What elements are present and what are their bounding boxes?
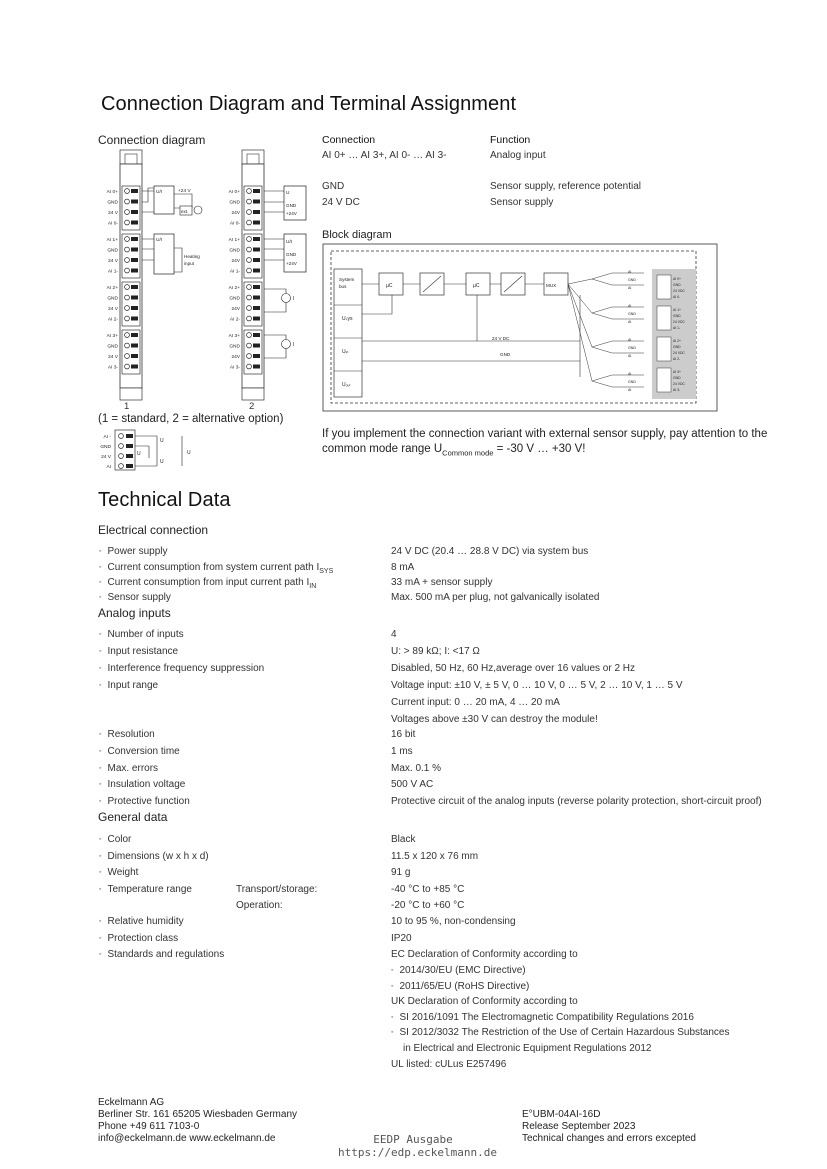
note-line-2 — [322, 442, 767, 460]
terminal-screw — [247, 364, 252, 369]
terminal-clamp — [131, 344, 138, 348]
connector-term: AI 0+ — [673, 277, 682, 281]
terminal-screw — [125, 343, 130, 348]
footer-watermark — [338, 1133, 497, 1159]
terminal-clamp — [253, 365, 260, 369]
spec-label — [99, 562, 333, 575]
terminal-label: AI 0+ — [106, 190, 118, 195]
spec-label-text: Number of inputs — [107, 629, 184, 640]
spec-label — [99, 629, 184, 640]
technical-data-title: Technical Data — [98, 489, 231, 511]
terminal-screw — [247, 258, 252, 263]
channel-gnd: GND — [628, 346, 636, 350]
func-row-3: Sensor supply — [490, 197, 554, 208]
footer-phone: Phone +49 611 7103-0 — [98, 1121, 200, 1132]
bus-port-label: Uₛys — [342, 316, 353, 322]
alt-gnd-label: GND — [286, 203, 297, 208]
terminal-label: AI 1- — [107, 269, 118, 275]
wire-heat — [174, 248, 182, 272]
terminal-screw — [247, 237, 252, 242]
terminal-label: AI 3- — [107, 365, 118, 371]
spec-label-text: Dimensions (w x h x d) — [107, 851, 209, 862]
bus-port-label: Uₒᵤₜ — [342, 382, 351, 388]
spec-label — [99, 796, 190, 807]
terminal-screw — [247, 354, 252, 359]
ui-label: U/I — [156, 190, 163, 195]
heating-label-1: Heating — [184, 254, 200, 259]
terminal-screw — [125, 258, 130, 263]
spec-label-text: Resolution — [107, 729, 155, 740]
connector-term: GND — [673, 376, 681, 380]
terminal-label: AI 1+ — [228, 238, 240, 243]
watermark-line-2[interactable]: https://edp.eckelmann.de — [338, 1146, 497, 1159]
bus-port-label: Uᵢₙ — [342, 349, 349, 355]
terminal-label: AI 0- — [229, 221, 240, 227]
standard-line: UL listed: cULus E257496 — [391, 1058, 507, 1070]
terminal-label: 24V — [231, 307, 240, 312]
terminal-label: AI 3- — [229, 365, 240, 371]
terminal-clamp — [131, 296, 138, 300]
section-heading: General data — [98, 810, 168, 824]
footer-disclaimer: Technical changes and errors excepted — [522, 1133, 696, 1144]
terminal-clamp — [253, 248, 260, 252]
note-suffix: = -30 V … +30 V! — [493, 443, 586, 455]
connector-term: 24 VDC — [673, 382, 685, 386]
connector-term: 24 VDC — [673, 320, 685, 324]
connector-term: AI 0- — [673, 295, 681, 299]
alt-24-label-2: +24V — [286, 261, 297, 266]
standard-line: ▪ SI 2016/1091 The Electromagnetic Compatibility Regulations 2016 — [391, 1012, 694, 1023]
wire-0 — [142, 188, 154, 212]
diagram-caption: (1 = standard, 2 = alternative option) — [98, 413, 284, 425]
channel-label-b: AI — [628, 320, 632, 324]
terminal-screw — [125, 199, 130, 204]
module-bottom-latch — [242, 388, 264, 400]
alt-24-label: +24V — [286, 211, 297, 216]
spec-label-text: Input range — [107, 680, 159, 691]
terminal-clamp — [131, 333, 138, 337]
current-source-0 — [282, 294, 291, 303]
ucm-clamp — [126, 434, 133, 438]
spec-value: 91 g — [391, 867, 411, 878]
connector-term: 24 VDC — [673, 289, 685, 293]
alt-wire-1 — [264, 239, 284, 260]
terminal-clamp — [131, 200, 138, 204]
spec-label-text: Conversion time — [107, 746, 180, 757]
standard-line: UK Declaration of Conformity according to — [391, 996, 578, 1008]
spec-label — [99, 592, 171, 603]
terminal-label: 24 V — [108, 355, 118, 360]
terminal-screw — [125, 333, 130, 338]
spec-value: Voltage input: ±10 V, ± 5 V, 0 … 10 V, 0 … 5 V, 2 … 10 V, 1 … 5 V — [391, 680, 683, 691]
footer-email-web: info@eckelmann.de www.eckelmann.de — [98, 1133, 276, 1144]
terminal-clamp — [253, 269, 260, 273]
terminal-clamp — [253, 296, 260, 300]
connector-0 — [657, 275, 671, 299]
terminal-screw — [125, 285, 130, 290]
module-alternative — [229, 150, 264, 400]
ucm-label-4: U — [187, 450, 191, 456]
spec-value: 500 V AC — [391, 779, 434, 790]
current-source-1 — [282, 340, 291, 349]
gnd-label: GND — [500, 352, 511, 357]
terminal-screw — [247, 210, 252, 215]
spec-label — [99, 577, 316, 590]
terminal-screw — [125, 295, 130, 300]
ucm-screw — [119, 454, 124, 459]
terminal-label: 24 V — [108, 307, 118, 312]
terminal-clamp — [131, 258, 138, 262]
terminal-screw — [247, 285, 252, 290]
connector-term: GND — [673, 345, 681, 349]
terminal-label: AI 1+ — [106, 238, 118, 243]
spec-value: Black — [391, 834, 416, 845]
spec-label-text: Color — [107, 834, 132, 845]
terminal-clamp — [253, 344, 260, 348]
wire-1 — [142, 239, 154, 260]
terminal-label: GND — [107, 248, 118, 254]
ucm-screw — [119, 464, 124, 469]
connection-diagram-figure — [96, 148, 311, 413]
channel-label-b: AI — [628, 388, 632, 392]
common-mode-note — [322, 427, 767, 460]
terminal-label: GND — [229, 200, 240, 206]
terminal-clamp — [131, 354, 138, 358]
spec-value: 1 ms — [391, 746, 413, 757]
footer-right — [522, 1109, 696, 1145]
spec-label — [99, 779, 185, 790]
ucm-screw — [119, 434, 124, 439]
spec-value: Max. 0.1 % — [391, 763, 442, 774]
spec-value: U: > 89 kΩ; I: <17 Ω — [391, 646, 480, 657]
standard-line: ▪ SI 2012/3032 The Restriction of the Use of Certain Hazardous Substances — [391, 1027, 730, 1038]
terminal-screw — [125, 189, 130, 194]
spec-value: 11.5 x 120 x 76 mm — [391, 851, 479, 862]
spec-label-text: Relative humidity — [107, 916, 184, 927]
function-col-header: Function — [490, 134, 531, 146]
connector-term: AI 3- — [673, 388, 681, 392]
terminal-screw — [247, 333, 252, 338]
terminal-label: 24 V — [108, 259, 118, 264]
connection-wires — [142, 186, 306, 358]
terminal-screw — [247, 199, 252, 204]
connector-2 — [657, 337, 671, 361]
spec-value: Max. 500 mA per plug, not galvanically isolated — [391, 592, 600, 603]
block-mux: MUX — [546, 283, 557, 288]
module-bottom-latch — [120, 388, 142, 400]
connector-term: AI 2+ — [673, 339, 682, 343]
terminal-clamp — [253, 189, 260, 193]
terminal-label: AI 2+ — [106, 286, 118, 291]
common-mode-schematic — [100, 430, 191, 470]
spec-label-text: Max. errors — [107, 763, 159, 774]
heating-label-2: input — [184, 261, 194, 266]
spec-label — [99, 916, 184, 927]
spec-value: 24 V DC (20.4 … 28.8 V DC) via system bus — [391, 546, 589, 557]
terminal-label: AI 3+ — [106, 334, 118, 339]
spec-value: Disabled, 50 Hz, 60 Hz,average over 16 values or 2 Hz — [391, 663, 636, 674]
alt-wire-0 — [264, 191, 284, 212]
spec-label — [99, 851, 209, 862]
spec-label — [99, 680, 158, 691]
terminal-clamp — [131, 210, 138, 214]
channel-label: AI — [628, 304, 632, 308]
func-row-2: Sensor supply, reference potential — [490, 181, 642, 192]
ui-label: U/I — [156, 238, 163, 243]
terminal-screw — [247, 268, 252, 273]
terminal-screw — [247, 295, 252, 300]
spec-label-text: Protective function — [107, 796, 190, 807]
spec-value: Protective circuit of the analog inputs (reverse polarity protection, short-circuit proof) — [391, 796, 762, 807]
standard-line: ▪ 2014/30/EU (EMC Directive) — [391, 965, 526, 976]
terminal-clamp — [253, 210, 260, 214]
ucm-clamp — [126, 444, 133, 448]
terminal-screw — [247, 316, 252, 321]
connector-term: GND — [673, 314, 681, 318]
alt-gnd-label-2: GND — [286, 252, 297, 257]
block-diagram-content — [323, 244, 717, 411]
section-heading: Electrical connection — [98, 523, 209, 537]
connector-3 — [657, 368, 671, 392]
terminal-label: AI 2- — [229, 317, 240, 323]
spec-label-text: Insulation voltage — [107, 779, 186, 790]
col1-label: 1 — [124, 401, 130, 412]
ucm-term-label: 24 V — [101, 455, 111, 460]
spec-value-2: -20 °C to +60 °C — [391, 900, 465, 911]
standard-line: ▪ 2011/65/EU (RoHS Directive) — [391, 981, 529, 992]
alt-ui-label: U/I — [286, 240, 293, 245]
channel-gnd: GND — [628, 312, 636, 316]
spec-value: 4 — [391, 629, 397, 640]
terminal-clamp — [253, 317, 260, 321]
footer-release: Release September 2023 — [522, 1121, 636, 1132]
module-standard — [107, 150, 142, 400]
system-bus-label-2: bus — [339, 284, 347, 289]
terminal-clamp — [253, 354, 260, 358]
terminal-label: AI 3+ — [228, 334, 240, 339]
terminal-clamp — [131, 306, 138, 310]
spec-label-text: Temperature range — [107, 884, 192, 895]
spec-value: 16 bit — [391, 729, 416, 740]
terminal-screw — [125, 364, 130, 369]
block-diagram-figure — [322, 243, 718, 413]
system-bus-label-1: System — [339, 277, 355, 282]
spec-label-text: Current consumption from input current path I — [107, 577, 310, 588]
spec-label — [99, 663, 264, 674]
ucm-term-label: AI — [106, 465, 111, 470]
terminal-label: AI 2+ — [228, 286, 240, 291]
spec-label-text: Interference frequency suppression — [107, 663, 265, 674]
terminal-clamp — [131, 248, 138, 252]
ucm-label-3: U — [137, 451, 141, 457]
terminal-clamp — [253, 221, 260, 225]
spec-label — [99, 546, 168, 557]
note-prefix: common mode range U — [322, 443, 443, 455]
terminal-label: 24 V — [108, 211, 118, 216]
terminal-label: AI 0+ — [228, 190, 240, 195]
ucm-term-label: GND — [100, 445, 111, 450]
terminal-screw — [125, 306, 130, 311]
connector-1 — [657, 306, 671, 330]
spec-condition-2: Operation: — [236, 900, 283, 911]
terminal-label: GND — [107, 200, 118, 206]
terminal-label: GND — [229, 344, 240, 350]
terminal-label: GND — [229, 248, 240, 254]
func-row-1: Analog input — [490, 150, 546, 161]
ucm-label-2: U — [160, 459, 164, 465]
current-label: I — [293, 342, 295, 348]
spec-label — [99, 646, 178, 657]
terminal-label: 24V — [231, 211, 240, 216]
terminal-label: GND — [107, 296, 118, 302]
standard-line: in Electrical and Electronic Equipment Regulations 2012 — [403, 1043, 652, 1054]
terminal-label: GND — [107, 344, 118, 350]
module-top-latch-inner — [247, 154, 259, 164]
terminal-screw — [125, 247, 130, 252]
spec-condition: Transport/storage: — [236, 884, 318, 895]
connection-col-header: Connection — [322, 134, 376, 146]
terminal-label: AI 1- — [229, 269, 240, 275]
terminal-screw — [247, 306, 252, 311]
spec-value: 33 mA + sensor supply — [391, 577, 493, 588]
spec-label-text: Input resistance — [107, 646, 179, 657]
terminal-label: AI 0- — [107, 221, 118, 227]
spec-label-text: Standards and regulations — [107, 949, 225, 960]
common-mode-figure — [97, 428, 207, 473]
terminal-clamp — [253, 306, 260, 310]
ucm-label-1: U — [160, 438, 164, 444]
terminal-clamp — [253, 285, 260, 289]
connection-diagram-heading: Connection diagram — [98, 133, 206, 147]
terminal-clamp — [131, 221, 138, 225]
terminal-clamp — [131, 269, 138, 273]
spec-value: IP20 — [391, 933, 412, 944]
ext-source — [194, 206, 202, 214]
terminal-clamp — [131, 285, 138, 289]
ucm-term-label: AI - — [103, 435, 111, 440]
block-uc-2: µC — [473, 283, 480, 289]
footer-doc-id: E°UBM-04AI-16D — [522, 1109, 601, 1120]
spec-label-text: Sensor supply — [107, 592, 171, 603]
spec-label — [99, 933, 178, 944]
spec-label — [99, 884, 192, 895]
ucm-clamp — [126, 454, 133, 458]
spec-label — [99, 834, 131, 845]
spec-value: 10 to 95 %, non-condensing — [391, 916, 516, 927]
spec-label-sub: IN — [309, 583, 317, 590]
terminal-screw — [125, 354, 130, 359]
channel-label: AI — [628, 270, 632, 274]
terminal-label: AI 2- — [107, 317, 118, 323]
block-diagram-heading: Block diagram — [322, 229, 392, 241]
note-subscript: Common mode — [442, 448, 494, 458]
watermark-line-1: EEDP Ausgabe — [373, 1133, 453, 1146]
alt-u-label: U — [286, 191, 290, 196]
spec-label-text: Current consumption from system current path I — [107, 562, 320, 573]
spec-value: 8 mA — [391, 562, 415, 573]
terminal-screw — [125, 237, 130, 242]
connector-term: AI 3+ — [673, 370, 682, 374]
ucm-screw — [119, 444, 124, 449]
terminal-screw — [125, 316, 130, 321]
terminal-clamp — [131, 189, 138, 193]
terminal-screw — [247, 247, 252, 252]
spec-value-extra: Current input: 0 … 20 mA, 4 … 20 mA — [391, 697, 560, 708]
terminal-screw — [125, 220, 130, 225]
terminal-clamp — [253, 333, 260, 337]
channel-label: AI — [628, 372, 632, 376]
conn-row-3: 24 V DC — [322, 197, 360, 208]
terminal-label: 24V — [231, 355, 240, 360]
footer-left — [98, 1097, 297, 1145]
v24-label: 24 V DC — [492, 336, 510, 341]
terminal-clamp — [253, 200, 260, 204]
terminal-clamp — [131, 317, 138, 321]
note-line-1: If you implement the connection variant with external sensor supply, pay attention to the — [322, 428, 768, 440]
ucm-clamp — [126, 464, 133, 468]
channel-label-b: AI — [628, 286, 632, 290]
channel-label-b: AI — [628, 354, 632, 358]
channel-gnd: GND — [628, 380, 636, 384]
spec-label-sub: SYS — [319, 568, 334, 575]
terminal-clamp — [253, 258, 260, 262]
spec-label — [99, 867, 138, 878]
footer-address: Berliner Str. 161 65205 Wiesbaden Germany — [98, 1109, 297, 1120]
spec-label-text: Protection class — [107, 933, 179, 944]
terminal-screw — [247, 189, 252, 194]
terminal-clamp — [131, 365, 138, 369]
terminal-screw — [125, 210, 130, 215]
col2-label: 2 — [249, 401, 255, 412]
conn-row-2: GND — [322, 181, 345, 192]
spec-label — [99, 949, 224, 960]
terminal-screw — [247, 343, 252, 348]
spec-value: EC Declaration of Conformity according to — [391, 949, 578, 960]
spec-label-text: Power supply — [107, 546, 168, 557]
terminal-label: GND — [229, 296, 240, 302]
terminal-screw — [125, 268, 130, 273]
terminal-clamp — [253, 237, 260, 241]
terminal-label: 24V — [231, 259, 240, 264]
channel-gnd: GND — [628, 278, 636, 282]
spec-label-text: Weight — [107, 867, 139, 878]
connector-term: AI 2- — [673, 357, 681, 361]
spec-value: -40 °C to +85 °C — [391, 884, 465, 895]
channel-label: AI — [628, 338, 632, 342]
section-heading: Analog inputs — [98, 606, 171, 620]
conn-row-1: AI 0+ … AI 3+, AI 0- … AI 3- — [322, 150, 447, 161]
footer-company: Eckelmann AG — [98, 1097, 165, 1108]
spec-label — [99, 763, 158, 774]
module-top-latch-inner — [125, 154, 137, 164]
page-title: Connection Diagram and Terminal Assignment — [101, 93, 517, 115]
spec-value-extra: Voltages above ±30 V can destroy the module! — [391, 714, 598, 725]
spec-label — [99, 729, 155, 740]
terminal-screw — [247, 220, 252, 225]
connector-term: 24 VDC — [673, 351, 685, 355]
connector-term: AI 1+ — [673, 308, 682, 312]
plus24-label: +24 V — [178, 189, 191, 194]
connector-term: AI 1- — [673, 326, 681, 330]
ext-label: ext. — [181, 209, 189, 214]
block-uc-1: µC — [386, 283, 393, 289]
spec-label — [99, 746, 180, 757]
current-label: I — [293, 296, 295, 302]
connector-term: GND — [673, 283, 681, 287]
terminal-clamp — [131, 237, 138, 241]
